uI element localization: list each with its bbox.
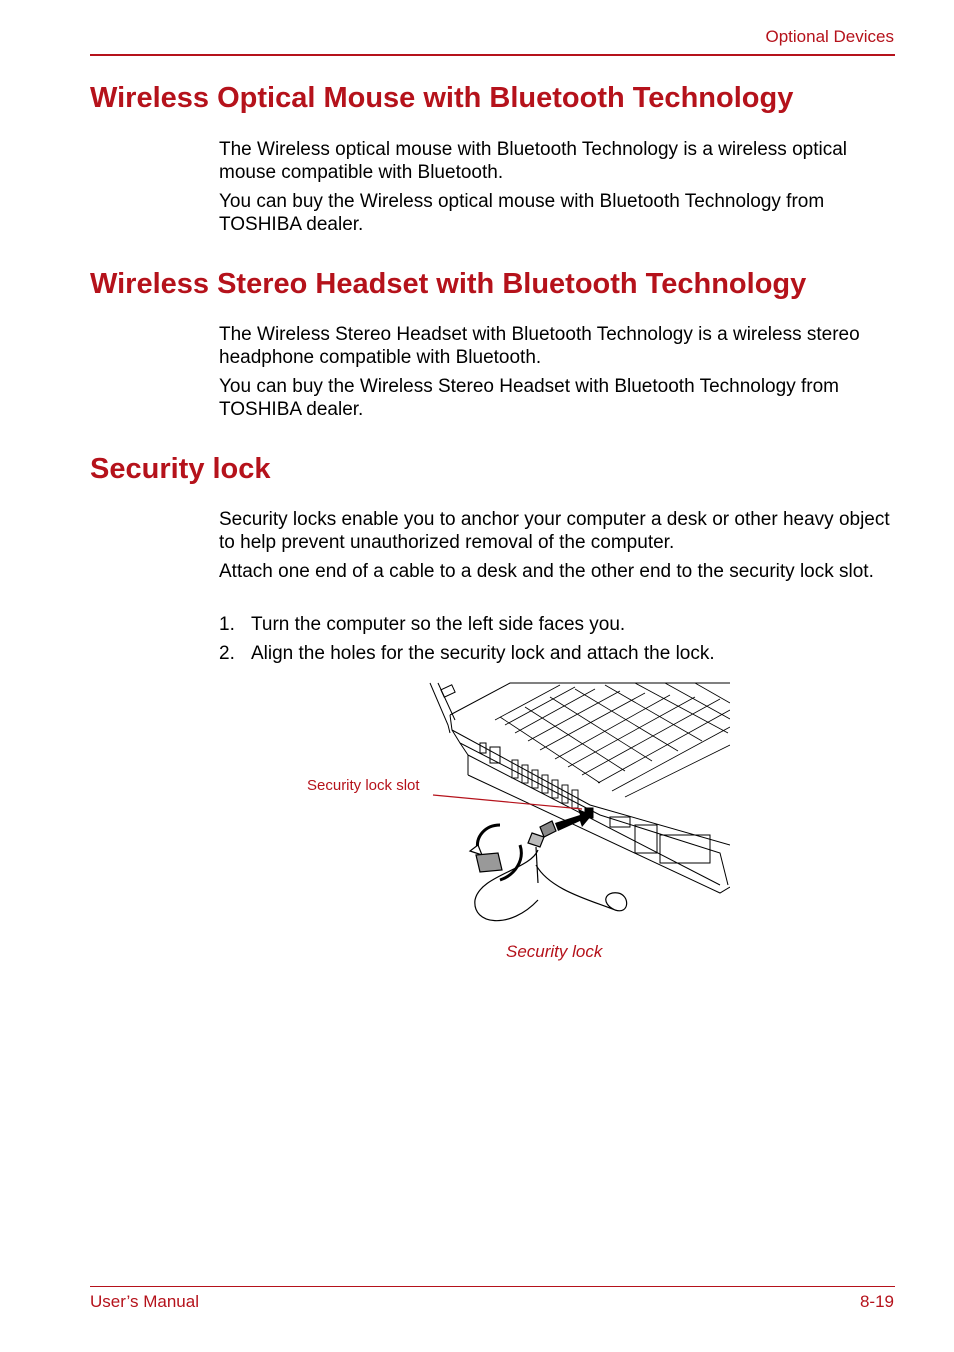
- figure-caption: Security lock: [506, 942, 603, 961]
- security-lock-illustration: [300, 675, 730, 935]
- heading-security-lock: Security lock: [90, 453, 271, 485]
- paragraph: The Wireless optical mouse with Bluetooth Technology is a wireless optical mouse compatible with Bluetooth.: [219, 139, 848, 183]
- step-item: [219, 613, 625, 636]
- paragraph: The Wireless Stereo Headset with Bluetooth Technology is a wireless stereo headphone compatible with Bluetooth.: [219, 324, 860, 368]
- header-section-title: Optional Devices: [765, 27, 894, 46]
- paragraph: Attach one end of a cable to a desk and the other end to the security lock slot.: [219, 561, 874, 582]
- paragraph: Security locks enable you to anchor your computer a desk or other heavy object to help prevent unauthorized removal of the computer.: [219, 509, 890, 553]
- footer-rule: [90, 1286, 895, 1287]
- step-text: Align the holes for the security lock and attach the lock.: [251, 643, 715, 664]
- paragraph: You can buy the Wireless optical mouse with Bluetooth Technology from TOSHIBA dealer.: [219, 191, 825, 235]
- footer-manual-title: User’s Manual: [90, 1292, 199, 1311]
- callout-security-lock-slot: Security lock slot: [307, 777, 420, 794]
- paragraph: You can buy the Wireless Stereo Headset with Bluetooth Technology from TOSHIBA dealer.: [219, 376, 839, 420]
- step-number: 1.: [219, 614, 235, 635]
- page-number: 8-19: [859, 1292, 894, 1311]
- step-text: Turn the computer so the left side faces you.: [251, 614, 626, 635]
- heading-wireless-mouse: Wireless Optical Mouse with Bluetooth Technology: [90, 82, 794, 114]
- step-item: [219, 642, 715, 665]
- header-rule: [90, 54, 895, 56]
- step-number: 2.: [219, 643, 235, 664]
- heading-wireless-headset: Wireless Stereo Headset with Bluetooth Technology: [90, 268, 807, 300]
